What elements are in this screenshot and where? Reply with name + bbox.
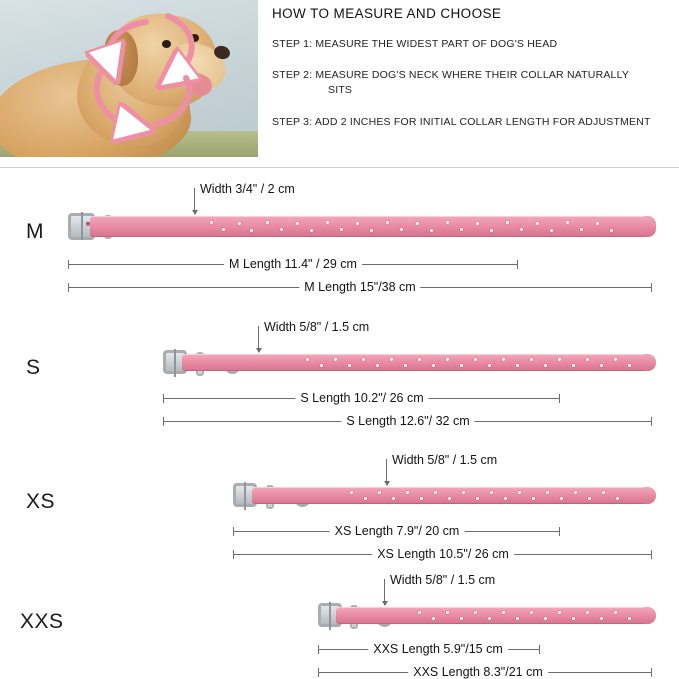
collar-rows (0, 168, 679, 679)
row-size-m (0, 168, 679, 308)
measure-label-s-inner: S Length 10.2"/ 26 cm (295, 391, 428, 405)
size-label-s: S (26, 356, 41, 379)
collar-strap-s (182, 354, 650, 371)
howto-section (0, 0, 679, 168)
measure-label-xxs-inner: XXS Length 5.9"/15 cm (368, 642, 508, 656)
measure-arrows-icon (0, 0, 258, 157)
measure-label-m-outer: M Length 15"/38 cm (299, 280, 420, 294)
size-label-m: M (26, 220, 44, 243)
howto-title: HOW TO MEASURE AND CHOOSE (272, 6, 502, 21)
width-label-xxs: Width 5/8" / 1.5 cm (390, 573, 496, 587)
collar-strap-xs (252, 487, 650, 504)
width-label-xs: Width 5/8" / 1.5 cm (392, 453, 498, 467)
row-size-s (0, 308, 679, 428)
collar-strap-xxs (336, 607, 650, 624)
step-2 (272, 68, 672, 98)
step-2-text: STEP 2: MEASURE DOG'S NECK WHERE THEIR COLLAR NATURALLY (272, 69, 630, 82)
dog-photo (0, 0, 258, 157)
step-1 (272, 37, 672, 52)
howto-text-block (272, 6, 672, 146)
width-label-m: Width 3/4" / 2 cm (200, 182, 295, 196)
collar-studs-xxs (336, 607, 650, 624)
step-3 (272, 115, 672, 130)
row-size-xs (0, 428, 679, 561)
row-size-xxs (0, 548, 679, 679)
measure-label-s-outer: S Length 12.6"/ 32 cm (341, 414, 474, 428)
measure-label-xxs-outer: XXS Length 8.3"/21 cm (408, 665, 548, 679)
width-pointer-xs (386, 459, 387, 485)
width-pointer-s (258, 326, 259, 352)
measure-label-m-inner: M Length 11.4" / 29 cm (224, 257, 362, 271)
collar-studs-s (182, 354, 650, 371)
measure-label-xs-outer: XS Length 10.5"/ 26 cm (372, 547, 514, 561)
size-label-xxs: XXS (20, 610, 64, 633)
step-3-text: STEP 3: ADD 2 INCHES FOR INITIAL COLLAR LENGTH FOR ADJUSTMENT (272, 115, 651, 128)
collar-strap-m (90, 216, 650, 237)
size-label-xs: XS (26, 490, 56, 513)
width-pointer-xxs (384, 579, 385, 605)
step-2-text-cont: SITS (328, 84, 353, 97)
collar-studs-m (90, 216, 650, 237)
step-1-text: STEP 1: MEASURE THE WIDEST PART OF DOG'S HEAD (272, 38, 558, 50)
width-label-s: Width 5/8" / 1.5 cm (264, 320, 370, 334)
width-pointer-m (194, 188, 195, 214)
measure-label-xs-inner: XS Length 7.9"/ 20 cm (330, 524, 465, 538)
collar-studs-xs (252, 487, 650, 504)
